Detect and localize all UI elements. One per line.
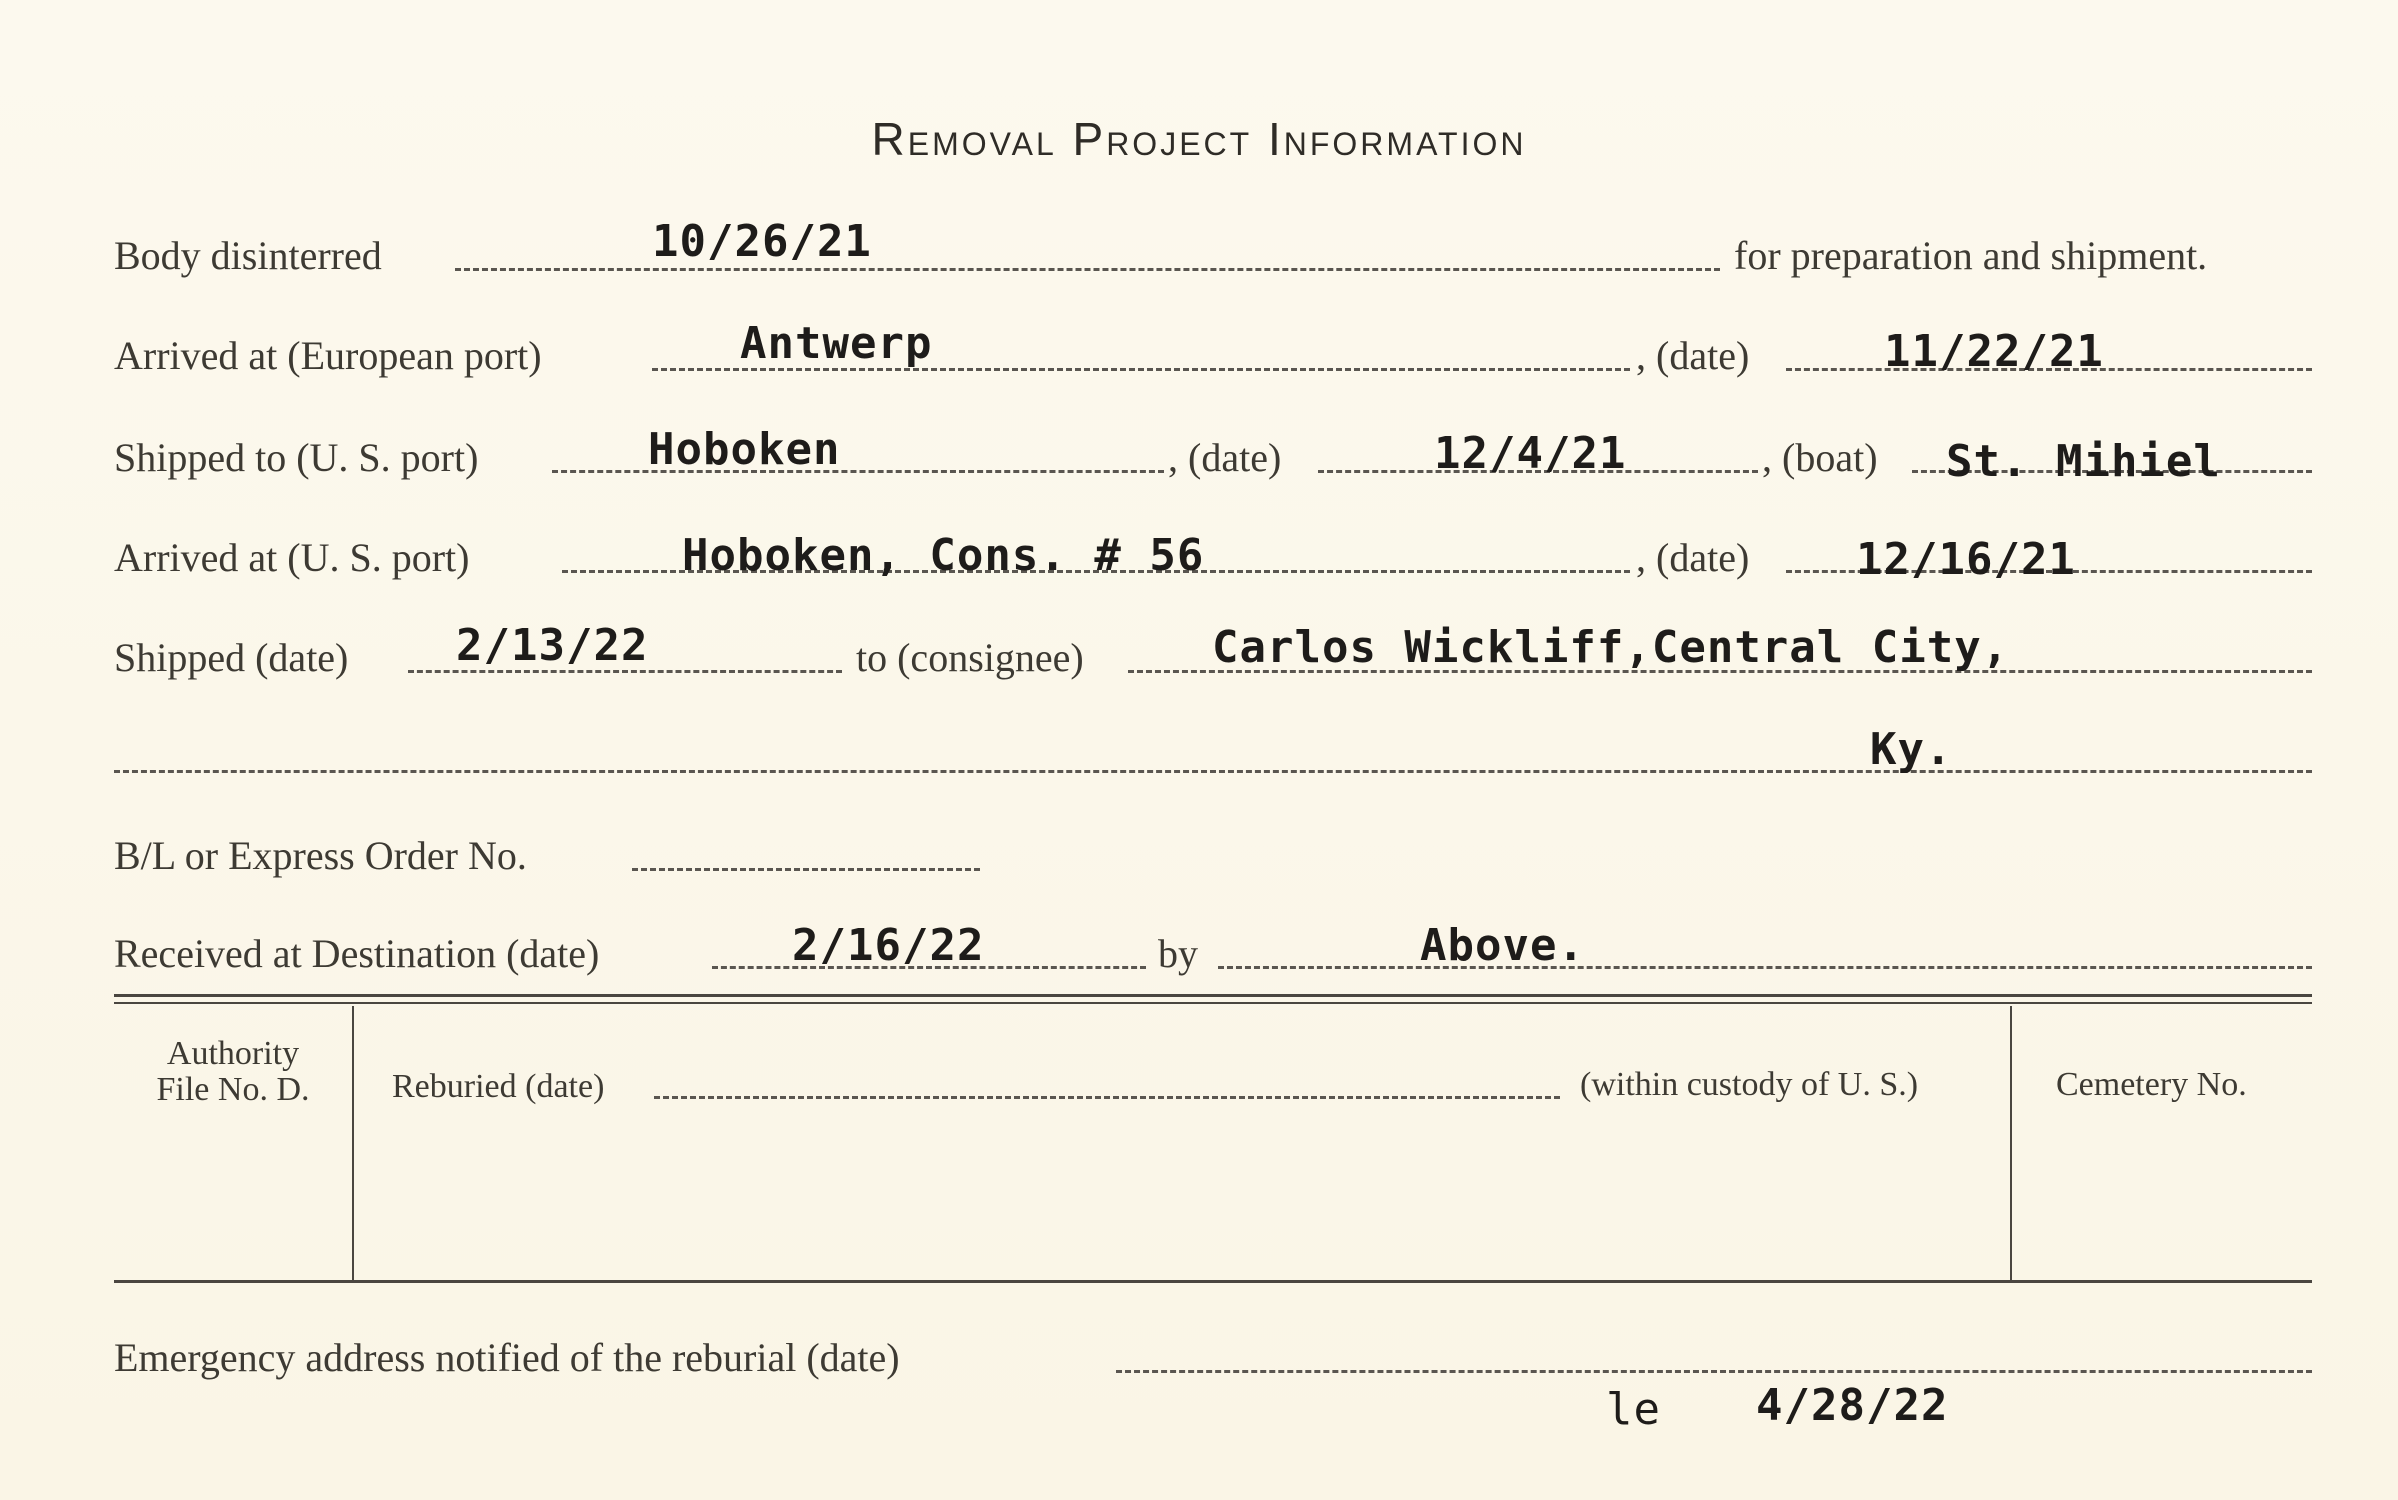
consignee-value-line2: Ky.	[1870, 724, 1953, 775]
bl-label: B/L or Express Order No.	[114, 833, 527, 878]
received-by-label: by	[1158, 931, 1198, 976]
cemetery-label: Cemetery No.	[2056, 1066, 2247, 1103]
shipped-to-value: Hoboken	[648, 424, 841, 475]
us-port-date-value: 12/16/21	[1856, 534, 2076, 585]
custody-label: (within custody of U. S.)	[1580, 1066, 1919, 1103]
card-title: Removal Project Information	[871, 113, 1527, 165]
us-port-label: Arrived at (U. S. port)	[114, 535, 470, 580]
consignee-continuation-line	[114, 770, 2312, 773]
us-port-value: Hoboken, Cons. # 56	[682, 530, 1205, 581]
reburied-line	[654, 1096, 1560, 1099]
boat-label: , (boat)	[1762, 435, 1878, 480]
emergency-date: 4/28/22	[1756, 1380, 1949, 1431]
european-port-value: Antwerp	[740, 318, 933, 369]
authority-label	[120, 1036, 346, 1108]
european-port-date-label: , (date)	[1636, 333, 1750, 378]
authority-label-line2: File No. D.	[156, 1071, 310, 1108]
authority-label-line1: Authority	[166, 1035, 300, 1072]
box-bottom-rule	[114, 1280, 2312, 1283]
disinterred-line	[455, 268, 1720, 271]
received-by-line	[1218, 966, 2312, 969]
us-port-date-label: , (date)	[1636, 535, 1750, 580]
shipped-date-label: Shipped (date)	[114, 635, 349, 680]
shipped-date-value: 2/13/22	[456, 620, 649, 671]
reburied-label: Reburied (date)	[392, 1068, 605, 1105]
european-port-label: Arrived at (European port)	[114, 333, 542, 378]
shipped-to-date-value: 12/4/21	[1434, 428, 1627, 479]
disinterred-label: Body disinterred	[114, 233, 382, 278]
received-by-value: Above.	[1420, 920, 1585, 971]
shipped-to-date-label: , (date)	[1168, 435, 1282, 480]
disinterred-value: 10/26/21	[652, 216, 872, 267]
shipped-to-label: Shipped to (U. S. port)	[114, 435, 479, 480]
box-divider-right	[2010, 1006, 2012, 1280]
consignee-value: Carlos Wickliff,Central City,	[1212, 622, 2010, 673]
bl-line	[632, 868, 980, 871]
boat-value: St. Mihiel	[1946, 436, 2221, 487]
box-top-rule-2	[114, 1002, 2312, 1004]
received-label: Received at Destination (date)	[114, 931, 600, 976]
received-date-value: 2/16/22	[792, 920, 985, 971]
emergency-label: Emergency address notified of the reburial (date)	[114, 1335, 900, 1380]
box-top-rule	[114, 994, 2312, 997]
emergency-line	[1116, 1370, 2312, 1373]
european-port-date-value: 11/22/21	[1884, 326, 2104, 377]
consignee-label: to (consignee)	[856, 635, 1084, 680]
emergency-code: le	[1606, 1384, 1661, 1435]
shipped-to-line	[552, 470, 1164, 473]
disinterred-suffix: for preparation and shipment.	[1734, 233, 2208, 278]
box-divider-left	[352, 1006, 354, 1280]
